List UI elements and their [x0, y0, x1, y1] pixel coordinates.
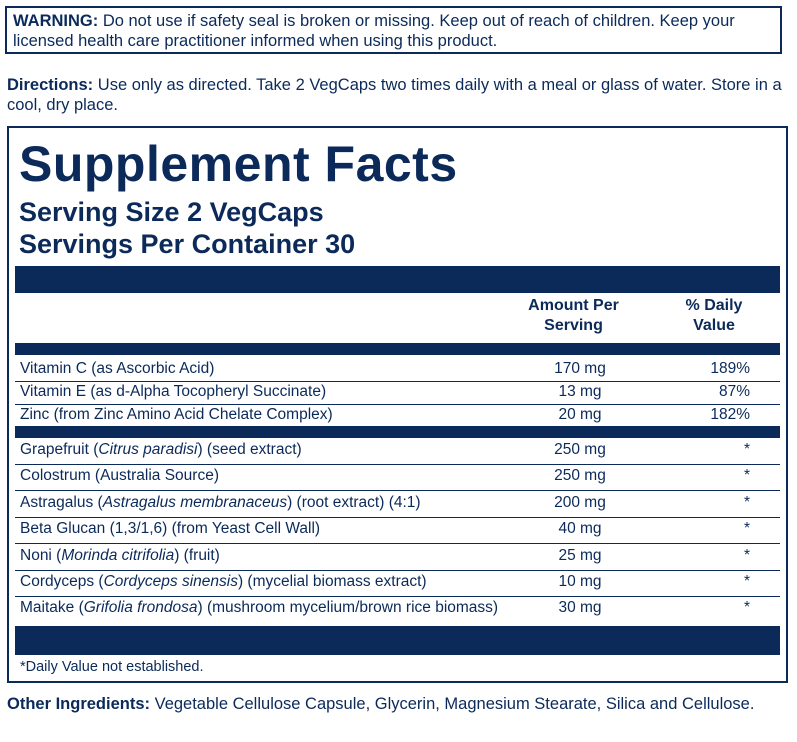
ingredient-name-text: Colostrum (Australia Source)	[20, 467, 219, 485]
thick-divider-mid	[15, 426, 780, 438]
ingredient-name	[20, 439, 302, 461]
ingredient-name	[20, 518, 320, 540]
ingredient-name-text: Grapefruit (	[20, 441, 99, 458]
ingredient-name	[20, 571, 427, 593]
ingredient-daily-value: 87%	[718, 383, 750, 400]
ingredient-row	[15, 597, 780, 620]
ingredient-name: Zinc (from Zinc Amino Acid Chelate Complex)	[20, 406, 333, 423]
ingredient-name-text: Astragalus (	[20, 493, 103, 511]
ingredient-row	[15, 571, 780, 594]
ingredient-row	[15, 465, 780, 488]
ingredient-daily-value: *	[743, 520, 750, 538]
ingredient-name-text: Beta Glucan (1,3/1,6) (from Yeast Cell Wall)	[20, 520, 321, 538]
ingredient-name-text: Noni (	[20, 546, 62, 564]
ingredient-daily-value: *	[743, 493, 750, 511]
ingredient-latin-name: Cordyceps sinensis	[103, 573, 238, 590]
other-ingredients-label: Other Ingredients:	[7, 695, 151, 713]
ingredient-row	[15, 439, 780, 462]
dv-header: % Daily Value	[685, 297, 743, 334]
vitamin-row	[15, 381, 780, 404]
ingredient-name-text: Maitake (	[20, 599, 84, 617]
ingredient-daily-value: *	[743, 441, 750, 458]
thick-divider-top	[15, 266, 780, 293]
ingredient-name-suffix: ) (mushroom mycelium/brown rice biomass)	[197, 599, 499, 617]
ingredient-name-suffix: ) (fruit)	[174, 546, 220, 564]
other-ingredients	[7, 694, 792, 714]
thick-divider-header	[15, 343, 780, 355]
amount-header: Amount Per Serving	[528, 297, 619, 334]
ingredient-daily-value: *	[743, 546, 750, 564]
footnote: *Daily Value not established.	[20, 659, 204, 675]
serving-size: Serving Size 2 VegCaps	[19, 197, 324, 227]
directions	[7, 75, 787, 115]
directions-text: Use only as directed. Take 2 VegCaps two times daily with a meal or glass of water. Store in a cool, dry place.	[7, 76, 782, 114]
ingredient-amount: 170 mg	[554, 360, 606, 377]
ingredient-amount: 200 mg	[554, 493, 606, 511]
ingredient-daily-value: 182%	[710, 406, 750, 423]
ingredient-name: Vitamin E (as d-Alpha Tocopheryl Succinate)	[20, 383, 327, 400]
ingredient-name-text: Cordyceps (	[20, 573, 104, 590]
other-ingredients-text: Vegetable Cellulose Capsule, Glycerin, Magnesium Stearate, Silica and Cellulose.	[150, 695, 755, 713]
directions-label: Directions:	[7, 76, 94, 94]
ingredient-amount: 40 mg	[558, 520, 602, 538]
ingredient-amount: 10 mg	[558, 573, 602, 590]
warning-box	[5, 6, 782, 54]
ingredient-name-suffix: ) (seed extract)	[197, 441, 302, 458]
vitamin-row	[15, 404, 780, 427]
warning-label: WARNING:	[13, 12, 99, 30]
ingredient-name	[20, 492, 421, 514]
ingredient-amount: 250 mg	[554, 467, 606, 485]
vitamin-row	[15, 358, 780, 381]
ingredient-row	[15, 545, 780, 568]
ingredient-daily-value: 189%	[710, 360, 750, 377]
facts-title: Supplement Facts	[19, 136, 458, 192]
thick-divider-bottom	[15, 626, 780, 655]
warning-text: Do not use if safety seal is broken or missing. Keep out of reach of children. Keep your licensed health care practitioner informed when using this product.	[13, 12, 735, 50]
ingredient-latin-name: Astragalus membranaceus	[102, 493, 288, 511]
ingredient-name	[20, 597, 498, 619]
ingredient-amount: 13 mg	[558, 383, 602, 400]
ingredient-daily-value: *	[743, 599, 750, 617]
ingredient-amount: 30 mg	[558, 599, 602, 617]
ingredient-latin-name: Morinda citrifolia	[61, 546, 175, 564]
ingredient-amount: 20 mg	[558, 406, 602, 423]
ingredient-name-suffix: ) (mycelial biomass extract)	[237, 573, 427, 590]
ingredient-name	[20, 545, 220, 567]
ingredient-row	[15, 492, 780, 515]
ingredient-name-suffix: ) (root extract) (4:1)	[287, 493, 421, 511]
ingredient-latin-name: Grifolia frondosa	[83, 599, 198, 617]
ingredient-latin-name: Citrus paradisi	[98, 441, 198, 458]
ingredient-daily-value: *	[743, 573, 750, 590]
ingredient-daily-value: *	[743, 467, 750, 485]
supplement-facts-panel	[7, 126, 788, 683]
ingredient-row	[15, 518, 780, 541]
ingredient-name	[20, 465, 219, 487]
ingredient-name: Vitamin C (as Ascorbic Acid)	[20, 360, 215, 377]
ingredient-amount: 250 mg	[554, 441, 606, 458]
servings-per-container: Servings Per Container 30	[19, 229, 356, 259]
ingredient-amount: 25 mg	[558, 546, 602, 564]
